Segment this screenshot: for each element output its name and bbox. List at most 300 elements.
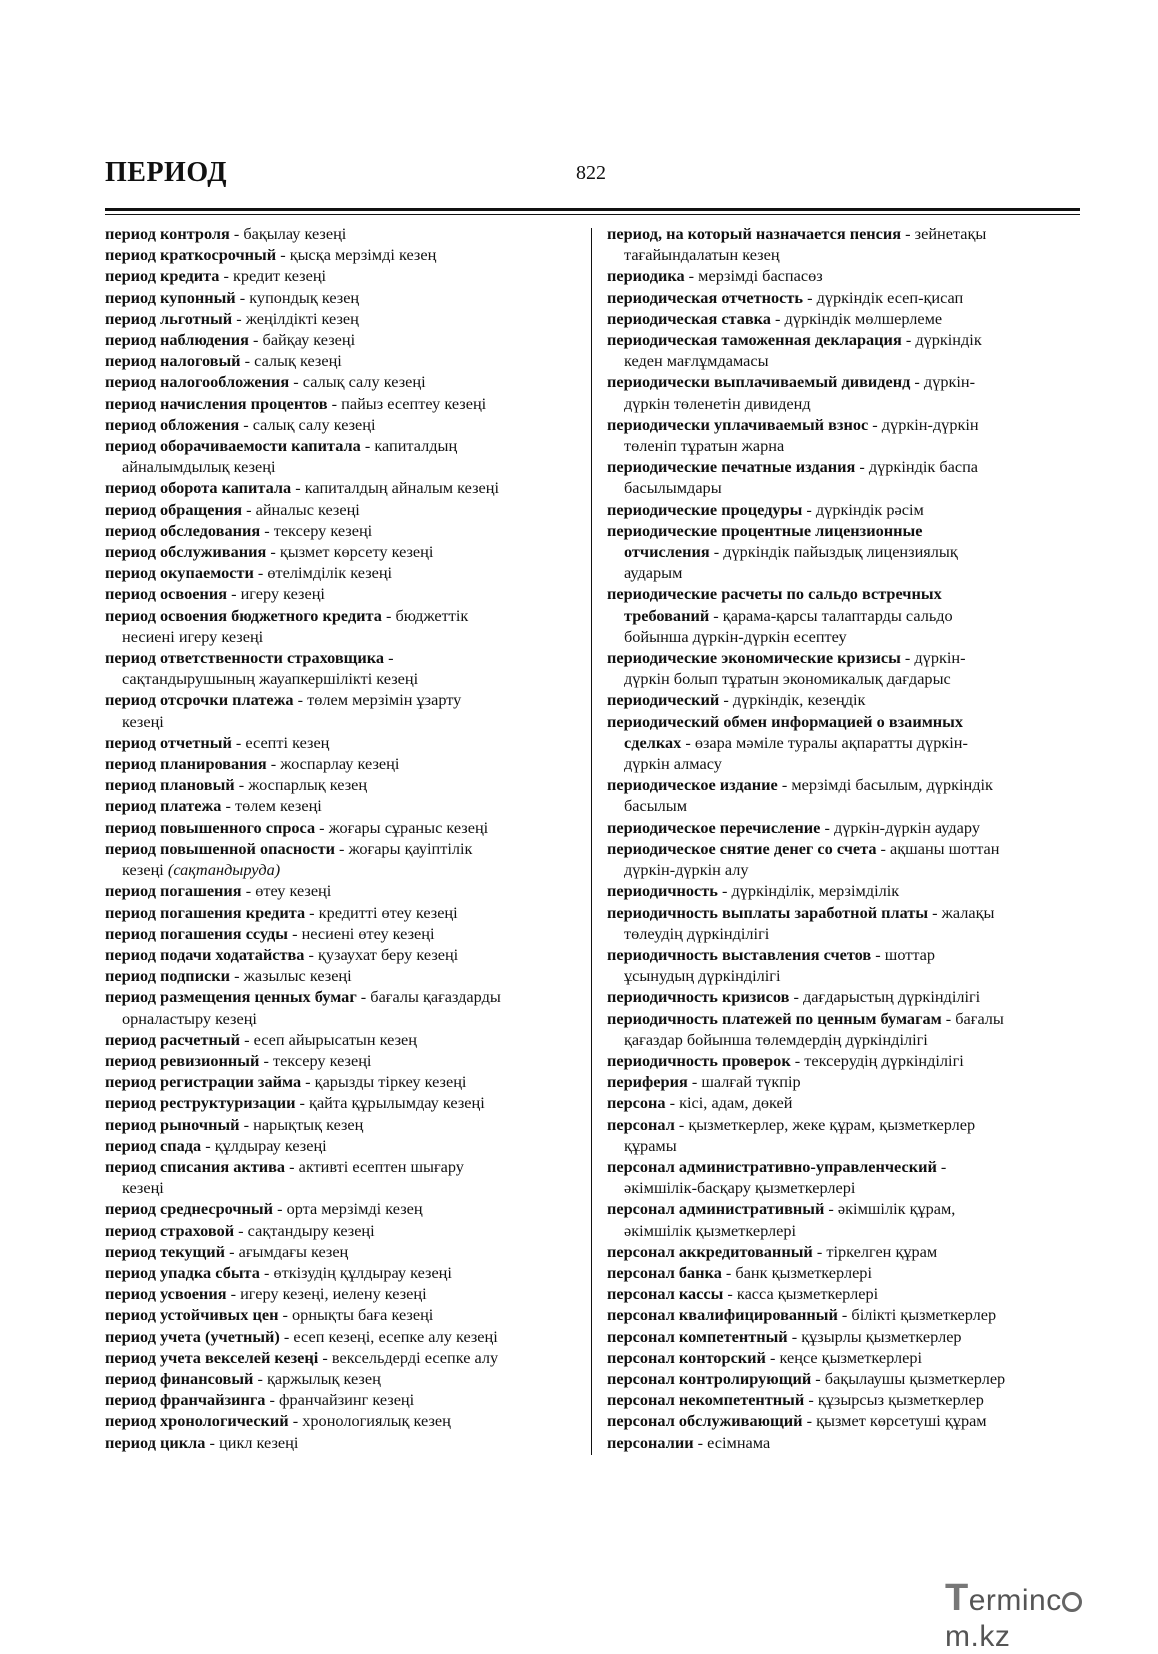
entry-definition-continued: кезеңі [122, 860, 164, 880]
entry-term: период цикла [105, 1432, 206, 1452]
entry-term: персонал контролирующий [607, 1368, 812, 1388]
entry-definition: әкімшілік құрам, [837, 1199, 956, 1219]
entry-definition: қайта құрылымдау кезеңі [309, 1093, 485, 1113]
entry-definition: есімнама [707, 1432, 771, 1452]
dictionary-entry-continued: сделках - өзара мәміле туралы ақпаратты дүркін- [624, 732, 968, 752]
entry-definition-continued: кезеңі [122, 1178, 164, 1198]
dictionary-entry: период подписки - жазылыс кезеңі [105, 966, 352, 986]
entry-term: период усвоения [105, 1284, 227, 1304]
dictionary-entry-continuation [105, 711, 575, 732]
dictionary-entry: период контроля - бақылау кезеңі [105, 224, 347, 243]
entry-definition: қызмет көрсетуші құрам [816, 1411, 987, 1431]
dictionary-entry: периодика - мерзімді баспасөз [607, 266, 823, 286]
entry-definition: несиені өтеу кезеңі [301, 923, 435, 943]
entry-definition: қызмет көрсету кезеңі [279, 542, 434, 562]
dictionary-entry: персонал банка - банк қызметкерлері [607, 1262, 872, 1282]
entry-definition: шалғай түкпір [701, 1072, 801, 1092]
dictionary-entry: период обращения - айналыс кезеңі [105, 499, 360, 519]
dictionary-entry-continuation [607, 350, 1087, 371]
dictionary-entry: период упадка сбыта - өткізудің құлдырау кезеңі [105, 1262, 452, 1282]
entry-term: период наблюдения [105, 330, 249, 350]
entry-term: периодическое издание [607, 775, 778, 795]
entry-definition: білікті қызметкерлер [851, 1305, 997, 1325]
dictionary-entry: периодичность платежей по ценным бумагам - бағалы [607, 1008, 1004, 1028]
entry-term: персонал банка [607, 1262, 722, 1282]
entry-definition: игеру кезеңі [240, 584, 325, 604]
entry-term: период текущий [105, 1241, 226, 1261]
entry-term: период плановый [105, 775, 235, 795]
entry-term: период освоения [105, 584, 228, 604]
entry-definition-continued: сақтандырушының жауапкершілікті кезеңі [122, 669, 419, 689]
dictionary-entry: период погашения кредита - кредитті өтеу кезеңі [105, 902, 458, 922]
dictionary-entry: персонал кассы - касса қызметкерлері [607, 1284, 879, 1304]
entry-term: период обложения [105, 414, 240, 434]
dictionary-entry: период реструктуризации - қайта құрылымдау кезеңі [105, 1093, 485, 1113]
entry-definition-continued: кезеңі [122, 711, 164, 731]
dictionary-entry: период хронологический - хронологиялық кезең [105, 1411, 451, 1431]
dictionary-entry: периодическая таможенная декларация - дүркіндік [607, 330, 982, 350]
entry-term: периодичность выставления счетов [607, 944, 872, 964]
dictionary-entry: персонал некомпетентный - құзырсыз қызметкерлер [607, 1390, 984, 1410]
entry-definition: жеңілдікті кезең [245, 308, 359, 328]
entry-definition: орта мерзімді кезең [286, 1199, 423, 1219]
entry-term: период обследования [105, 520, 261, 540]
dictionary-entry-continuation [105, 668, 575, 689]
entry-definition-continued: тағайындалатын кезең [624, 245, 780, 265]
entry-definition: дүркін-дүркін аудару [833, 817, 980, 837]
dictionary-entry: периодически выплачиваемый дивиденд - дүркін- [607, 372, 976, 392]
dictionary-entry: период франчайзинга - франчайзинг кезеңі [105, 1390, 415, 1410]
entry-definition: кеңсе қызметкерлері [779, 1347, 923, 1367]
dictionary-entry: период ревизионный - тексеру кезеңі [105, 1050, 372, 1070]
dictionary-entry-continuation [607, 244, 1087, 265]
entry-term: период краткосрочный [105, 245, 277, 265]
entry-definition: бюджеттік [395, 605, 469, 625]
entry-term: периодичность выплаты заработной платы [607, 902, 929, 922]
entry-term: периодическая ставка [607, 308, 771, 328]
entry-definition: қысқа мерзімді кезең [289, 245, 437, 265]
dictionary-entry: период учета (учетный) - есеп кезеңі, есепке алу кезеңі [105, 1326, 498, 1346]
entry-term: период планирования [105, 754, 267, 774]
entry-definition-continued: төленіп тұратын жарна [624, 436, 785, 456]
dictionary-entry: период списания актива - активті есептен шығару [105, 1156, 464, 1176]
dictionary-entry: период спада - құлдырау кезеңі [105, 1135, 327, 1155]
dictionary-entry: период обследования - тексеру кезеңі [105, 520, 373, 540]
entry-definition: капиталдың [374, 436, 458, 456]
dictionary-entry: период купонный - купондық кезең [105, 287, 360, 307]
dictionary-entry: персоналии - есімнама [607, 1432, 771, 1452]
entry-term: персонал некомпетентный [607, 1390, 805, 1410]
dictionary-entry: период финансовый - қаржылық кезең [105, 1368, 381, 1388]
dictionary-entry: периодические процедуры - дүркіндік рәсім [607, 499, 924, 519]
dictionary-entry: период освоения - игеру кезеңі [105, 584, 325, 604]
entry-term: периодически выплачиваемый дивиденд [607, 372, 911, 392]
entry-definition: дүркіндік есеп-қисап [816, 287, 964, 307]
entry-term: периодическое перечисление [607, 817, 821, 837]
dictionary-entry: период расчетный - есеп айырысатын кезең [105, 1029, 417, 1049]
dictionary-entry: периодические экономические кризисы - дүркін- [607, 648, 966, 668]
entry-definition: қарама-қарсы талаптарды сальдо [722, 605, 953, 625]
entry-term: периодическое снятие денег со счета [607, 838, 877, 858]
right-column [607, 223, 1087, 1453]
entry-definition: пайыз есептеу кезеңі [341, 393, 487, 413]
entry-term: период упадка сбыта [105, 1262, 260, 1282]
entry-definition: кредитті өтеу кезеңі [318, 902, 458, 922]
entry-term: период реструктуризации [105, 1093, 296, 1113]
entry-definition: жоғары сұраныс кезеңі [328, 817, 489, 837]
left-column [105, 223, 575, 1453]
dictionary-entry: период налоговый - салық кезеңі [105, 351, 342, 371]
entry-definition: құлдырау кезеңі [214, 1135, 327, 1155]
dictionary-entry: персонал контролирующий - бақылаушы қызметкерлер [607, 1368, 1006, 1388]
entry-term: период списания актива [105, 1156, 286, 1176]
entry-definition: салық кезеңі [254, 351, 342, 371]
entry-term: период налоговый [105, 351, 241, 371]
dictionary-entry: период отчетный - есепті кезең [105, 732, 330, 752]
dictionary-entry-continuation [607, 393, 1087, 414]
dictionary-entry-continuation [607, 1220, 1087, 1241]
entry-definition: дүркіндік баспа [868, 457, 979, 477]
dictionary-entry [607, 711, 1087, 732]
entry-term: период повышенного спроса [105, 817, 316, 837]
dictionary-entry: периодическое снятие денег со счета - ақшаны шоттан [607, 838, 1000, 858]
dictionary-entry: периодическая ставка - дүркіндік мөлшерлеме [607, 308, 943, 328]
entry-definition-continued: төлеудің дүркінділігі [624, 923, 770, 943]
entry-definition: касса қызметкерлері [736, 1284, 879, 1304]
dictionary-entry-continuation [607, 1135, 1087, 1156]
dictionary-entry-continuation [607, 753, 1087, 774]
dictionary-entry: период обложения - салық салу кезеңі [105, 414, 376, 434]
entry-term: персоналии [607, 1432, 694, 1452]
entry-definition: кісі, адам, дөкей [679, 1093, 793, 1113]
entry-definition: айналыс кезеңі [255, 499, 360, 519]
dictionary-entry: персонал административный - әкімшілік құрам, [607, 1199, 956, 1219]
entry-term: период рыночный [105, 1114, 240, 1134]
entry-term: период регистрации займа [105, 1072, 302, 1092]
dictionary-entry: период усвоения - игеру кезеңі, иелену кезеңі [105, 1284, 427, 1304]
entry-definition: купондық кезең [249, 287, 360, 307]
entry-definition: активті есептен шығару [298, 1156, 464, 1176]
entry-definition: дүркіндік мөлшерлеме [784, 308, 943, 328]
header-rule-thin [105, 214, 1080, 215]
dictionary-entry: персонал административно-управленческий - [607, 1156, 947, 1176]
entry-definition: тексеру кезеңі [273, 520, 373, 540]
entry-definition: сақтандыру кезеңі [247, 1220, 375, 1240]
entry-definition-continued: басылым [624, 796, 688, 816]
dictionary-entry: периодическое перечисление - дүркін-дүркін аудару [607, 817, 980, 837]
entry-term: период погашения ссуды [105, 923, 288, 943]
dictionary-entry-continuation [607, 1029, 1087, 1050]
dictionary-entry: период страховой - сақтандыру кезеңі [105, 1220, 375, 1240]
entry-definition-continued: аударым [624, 563, 683, 583]
entry-term-continued: требований [624, 605, 710, 625]
entry-term: персонал административный [607, 1199, 825, 1219]
entry-definition-continued: айналымдылық кезеңі [122, 457, 276, 477]
dictionary-entry-continuation [607, 562, 1087, 583]
dictionary-entry: период начисления процентов - пайыз есептеу кезеңі [105, 393, 487, 413]
entry-term: период погашения [105, 881, 242, 901]
dictionary-entry: период ответственности страховщика - [105, 648, 394, 668]
entry-definition: вексельдерді есепке алу [331, 1347, 499, 1367]
dictionary-entry: периодичность кризисов - дағдарыстың дүркінділігі [607, 987, 981, 1007]
entry-term: периодичность платежей по ценным бумагам [607, 1008, 942, 1028]
entry-definition: есепті кезең [245, 732, 330, 752]
entry-term: периодические процедуры [607, 499, 803, 519]
dictionary-entry: период обслуживания - қызмет көрсету кезеңі [105, 542, 434, 562]
dictionary-entry-continuation [105, 1008, 575, 1029]
entry-definition: қузаухат беру кезеңі [318, 944, 459, 964]
dictionary-entry: период наблюдения - байқау кезеңі [105, 330, 356, 350]
entry-definition: дүркіндік пайыздық лицензиялық [723, 542, 958, 562]
entry-definition: тіркелген құрам [826, 1241, 938, 1261]
entry-definition: кредит кезеңі [232, 266, 327, 286]
entry-term: персона [607, 1093, 666, 1113]
dictionary-entry: персонал конторский - кеңсе қызметкерлері [607, 1347, 923, 1367]
entry-term: период оборота капитала [105, 478, 292, 498]
entry-definition-continued: бойынша дүркін-дүркін есептеу [624, 626, 847, 646]
entry-term: период устойчивых цен [105, 1305, 279, 1325]
entry-term: персонал компетентный [607, 1326, 788, 1346]
entry-definition: дүркін- [923, 372, 976, 392]
entry-definition: дүркін- [914, 648, 966, 668]
column-divider [591, 228, 592, 1455]
entry-definition-continued: орналастыру кезеңі [122, 1008, 257, 1028]
entry-definition: қарызды тіркеу кезеңі [314, 1072, 467, 1092]
page-heading: ПЕРИОД [105, 157, 227, 188]
dictionary-entry [607, 520, 1087, 541]
entry-definition: салық салу кезеңі [302, 372, 426, 392]
entry-definition: дүркінділік, мерзімділік [731, 881, 900, 901]
dictionary-entry-continuation [105, 456, 575, 477]
termincom-watermark-logo: Termincm.kz [945, 1577, 1143, 1617]
entry-definition-continued: әкімшілік қызметкерлері [624, 1220, 797, 1240]
dictionary-entry-continuation [607, 435, 1087, 456]
entry-definition: франчайзинг кезеңі [278, 1390, 415, 1410]
entry-definition: байқау кезеңі [262, 330, 356, 350]
entry-definition: игеру кезеңі, иелену кезеңі [240, 1284, 427, 1304]
dictionary-entry: персонал квалифицированный - білікті қызметкерлер [607, 1305, 997, 1325]
entry-definition: өзара мәміле туралы ақпаратты дүркін- [694, 732, 968, 752]
entry-definition: бағалы [955, 1008, 1004, 1028]
dictionary-entry-continuation [105, 1177, 575, 1198]
entry-term: период отсрочки платежа [105, 690, 294, 710]
dictionary-entry: период окупаемости - өтелімділік кезеңі [105, 563, 393, 583]
entry-definition: қаржылық кезең [266, 1368, 381, 1388]
entry-definition-continued: дүркін болып тұратын экономикалық дағдарыс [624, 669, 951, 689]
entry-term: период отчетный [105, 732, 232, 752]
dictionary-entry: период повышенной опасности - жоғары қауіптілік [105, 838, 473, 858]
entry-definition: дүркін-дүркін [881, 414, 979, 434]
entry-definition: шоттар [884, 944, 936, 964]
dictionary-entry: период планирования - жоспарлау кезеңі [105, 754, 400, 774]
entry-term: периодическая таможенная декларация [607, 330, 902, 350]
entry-definition: зейнетақы [914, 224, 987, 243]
entry-definition: құзырсыз қызметкерлер [817, 1390, 984, 1410]
entry-term: персонал [607, 1114, 675, 1134]
dictionary-entry: период погашения ссуды - несиені өтеу кезеңі [105, 923, 435, 943]
dictionary-entry: период учета векселей кезеңі - вексельдерді есепке алу [105, 1347, 499, 1367]
entry-term: период погашения кредита [105, 902, 306, 922]
entry-definition: нарықтық кезең [253, 1114, 364, 1134]
entry-definition: жоспарлау кезеңі [280, 754, 400, 774]
entry-term: периодические расчеты по сальдо встречных [607, 584, 942, 604]
entry-term: период освоения бюджетного кредита [105, 605, 382, 625]
entry-definition-continued: қағаздар бойынша төлемдердің дүркінділігі [624, 1029, 928, 1049]
dictionary-entry: периодическое издание - мерзімді басылым, дүркіндік [607, 775, 993, 795]
entry-definition: бағалы қағаздарды [370, 987, 501, 1007]
dictionary-entry: период текущий - ағымдағы кезең [105, 1241, 349, 1261]
dictionary-entry: период подачи ходатайства - қузаухат беру кезеңі [105, 944, 459, 964]
dictionary-entry-continuation [607, 795, 1087, 816]
entry-definition: хронологиялық кезең [302, 1411, 451, 1431]
entry-term: период страховой [105, 1220, 235, 1240]
entry-definition: есеп кезеңі, есепке алу кезеңі [293, 1326, 498, 1346]
dictionary-entry: период регистрации займа - қарызды тіркеу кезеңі [105, 1072, 467, 1092]
entry-definition: төлем мерзімін ұзарту [307, 690, 462, 710]
entry-term: периодические процентные лицензионные [607, 520, 923, 540]
entry-term: период франчайзинга [105, 1390, 266, 1410]
dictionary-entry-continuation [607, 923, 1087, 944]
entry-definition: тексерудің дүркінділігі [804, 1050, 964, 1070]
entry-term: период налогообложения [105, 372, 290, 392]
entry-definition: жазылыс кезеңі [243, 966, 352, 986]
dictionary-entry: персонал - қызметкерлер, жеке құрам, қызметкерлер [607, 1114, 976, 1134]
dictionary-entry: периодичность - дүркінділік, мерзімділік [607, 881, 900, 901]
entry-term: периодическая отчетность [607, 287, 804, 307]
entry-definition-continued: дүркін-дүркін алу [624, 860, 749, 880]
dictionary-entry-continuation [607, 626, 1087, 647]
dictionary-entry-continuation [607, 859, 1087, 880]
dictionary-entry: период налогообложения - салық салу кезеңі [105, 372, 426, 392]
entry-definition: тексеру кезеңі [272, 1050, 372, 1070]
entry-term: период финансовый [105, 1368, 254, 1388]
entry-definition-continued: құрамы [624, 1135, 677, 1155]
entry-term: период контроля [105, 224, 230, 243]
entry-definition: дағдарыстың дүркінділігі [803, 987, 981, 1007]
entry-term: период ревизионный [105, 1050, 260, 1070]
entry-term-continued: отчисления [624, 542, 710, 562]
entry-term: период купонный [105, 287, 236, 307]
entry-definition-continued: кеден мағлұмдамасы [624, 351, 769, 371]
dictionary-entry: периодичность выплаты заработной платы - жалақы [607, 902, 995, 922]
entry-term: период, на который назначается пенсия [607, 224, 902, 243]
entry-term: персонал административно-управленческий [607, 1156, 937, 1176]
entry-term: период оборачиваемости капитала [105, 436, 361, 456]
header-rule-thick [105, 208, 1080, 211]
entry-term: период хронологический [105, 1411, 289, 1431]
entry-term: период учета векселей кезеңі [105, 1347, 319, 1367]
entry-term: период платежа [105, 796, 222, 816]
entry-term: период подписки [105, 966, 231, 986]
dictionary-entry: периодическая отчетность - дүркіндік есеп-қисап [607, 287, 964, 307]
entry-term: периодичность проверок [607, 1050, 791, 1070]
dictionary-entry: период оборачиваемости капитала - капиталдың [105, 436, 458, 456]
entry-term: период среднесрочный [105, 1199, 274, 1219]
dictionary-entry-continuation [607, 1177, 1087, 1198]
entry-definition: мерзімді басылым, дүркіндік [791, 775, 993, 795]
entry-term: периодический [607, 690, 720, 710]
entry-term: периодический обмен информацией о взаимных [607, 711, 964, 731]
dictionary-entry-continuation [105, 859, 575, 880]
entry-definition: цикл кезеңі [219, 1432, 299, 1452]
page-number: 822 [576, 162, 606, 184]
entry-definition-continued: дүркін алмасу [624, 754, 722, 774]
dictionary-entry: периодичность выставления счетов - шоттар [607, 944, 936, 964]
entry-definition: дүркіндік, кезеңдік [732, 690, 866, 710]
entry-term: периодически уплачиваемый взнос [607, 414, 869, 434]
entry-term: период начисления процентов [105, 393, 328, 413]
dictionary-entry: персонал обслуживающий - қызмет көрсетуші құрам [607, 1411, 987, 1431]
entry-term: периодичность кризисов [607, 987, 790, 1007]
entry-definition-continued: несиені игеру кезеңі [122, 626, 264, 646]
entry-term: период расчетный [105, 1029, 240, 1049]
entry-term: персонал квалифицированный [607, 1305, 838, 1325]
dictionary-entry: период рыночный - нарықтық кезең [105, 1114, 364, 1134]
entry-term: период спада [105, 1135, 202, 1155]
entry-definition: өтеу кезеңі [255, 881, 332, 901]
entry-definition: банк қызметкерлері [735, 1262, 872, 1282]
entry-term: периодика [607, 266, 685, 286]
watermark-o-ring-icon [1062, 1592, 1082, 1612]
entry-definition: есеп айырысатын кезең [253, 1029, 417, 1049]
entry-term: персонал обслуживающий [607, 1411, 803, 1431]
entry-term: период окупаемости [105, 563, 254, 583]
entry-definition: жоғары қауіптілік [348, 838, 473, 858]
dictionary-entry: период среднесрочный - орта мерзімді кезең [105, 1199, 423, 1219]
dictionary-entry: период плановый - жоспарлық кезең [105, 775, 368, 795]
entry-definition: жалақы [941, 902, 995, 922]
dictionary-entry-continuation [607, 477, 1087, 498]
dictionary-entry [607, 583, 1087, 604]
dictionary-entry-continuation [105, 626, 575, 647]
entry-definition: ақшаны шоттан [890, 838, 1000, 858]
dictionary-entry: периодический - дүркіндік, кезеңдік [607, 690, 866, 710]
dictionary-entry: период повышенного спроса - жоғары сұраныс кезеңі [105, 817, 489, 837]
dictionary-entry: персонал компетентный - құзырлы қызметкерлер [607, 1326, 962, 1346]
entry-definition: төлем кезеңі [235, 796, 322, 816]
dictionary-entry: период освоения бюджетного кредита - бюджеттік [105, 605, 469, 625]
entry-term: период ответственности страховщика [105, 648, 385, 668]
entry-term: период повышенной опасности [105, 838, 335, 858]
entry-note: (сақтандыруда) [167, 860, 281, 880]
entry-term: персонал аккредитованный [607, 1241, 813, 1261]
entry-definition: құзырлы қызметкерлер [801, 1326, 962, 1346]
dictionary-entry: период оборота капитала - капиталдың айналым кезеңі [105, 478, 499, 498]
dictionary-entry: период, на который назначается пенсия - зейнетақы [607, 224, 987, 243]
dictionary-entry: персонал аккредитованный - тіркелген құрам [607, 1241, 938, 1261]
entry-definition: салық салу кезеңі [252, 414, 376, 434]
entry-definition: бақылаушы қызметкерлер [824, 1368, 1006, 1388]
entry-term: периодические экономические кризисы [607, 648, 901, 668]
dictionary-entry: период цикла - цикл кезеңі [105, 1432, 299, 1452]
entry-term: периферия [607, 1072, 688, 1092]
entry-term: период кредита [105, 266, 220, 286]
dictionary-entry-continuation [607, 668, 1087, 689]
entry-definition: орнықты баға кезеңі [292, 1305, 434, 1325]
entry-term: период размещения ценных бумаг [105, 987, 357, 1007]
entry-term: период обслуживания [105, 542, 267, 562]
entry-term-continued: сделках [624, 732, 682, 752]
dictionary-entry: период льготный - жеңілдікті кезең [105, 308, 359, 328]
entry-definition: ағымдағы кезең [238, 1241, 349, 1261]
entry-term: персонал конторский [607, 1347, 766, 1367]
dictionary-entry: периодичность проверок - тексерудің дүркінділігі [607, 1050, 964, 1070]
entry-definition: мерзімді баспасөз [698, 266, 823, 286]
dictionary-entry-continuation [607, 965, 1087, 986]
dictionary-entry: период краткосрочный - қысқа мерзімді кезең [105, 245, 437, 265]
dictionary-entry-continued: отчисления - дүркіндік пайыздық лицензиялық [624, 542, 958, 562]
entry-definition: капиталдың айналым кезеңі [304, 478, 499, 498]
